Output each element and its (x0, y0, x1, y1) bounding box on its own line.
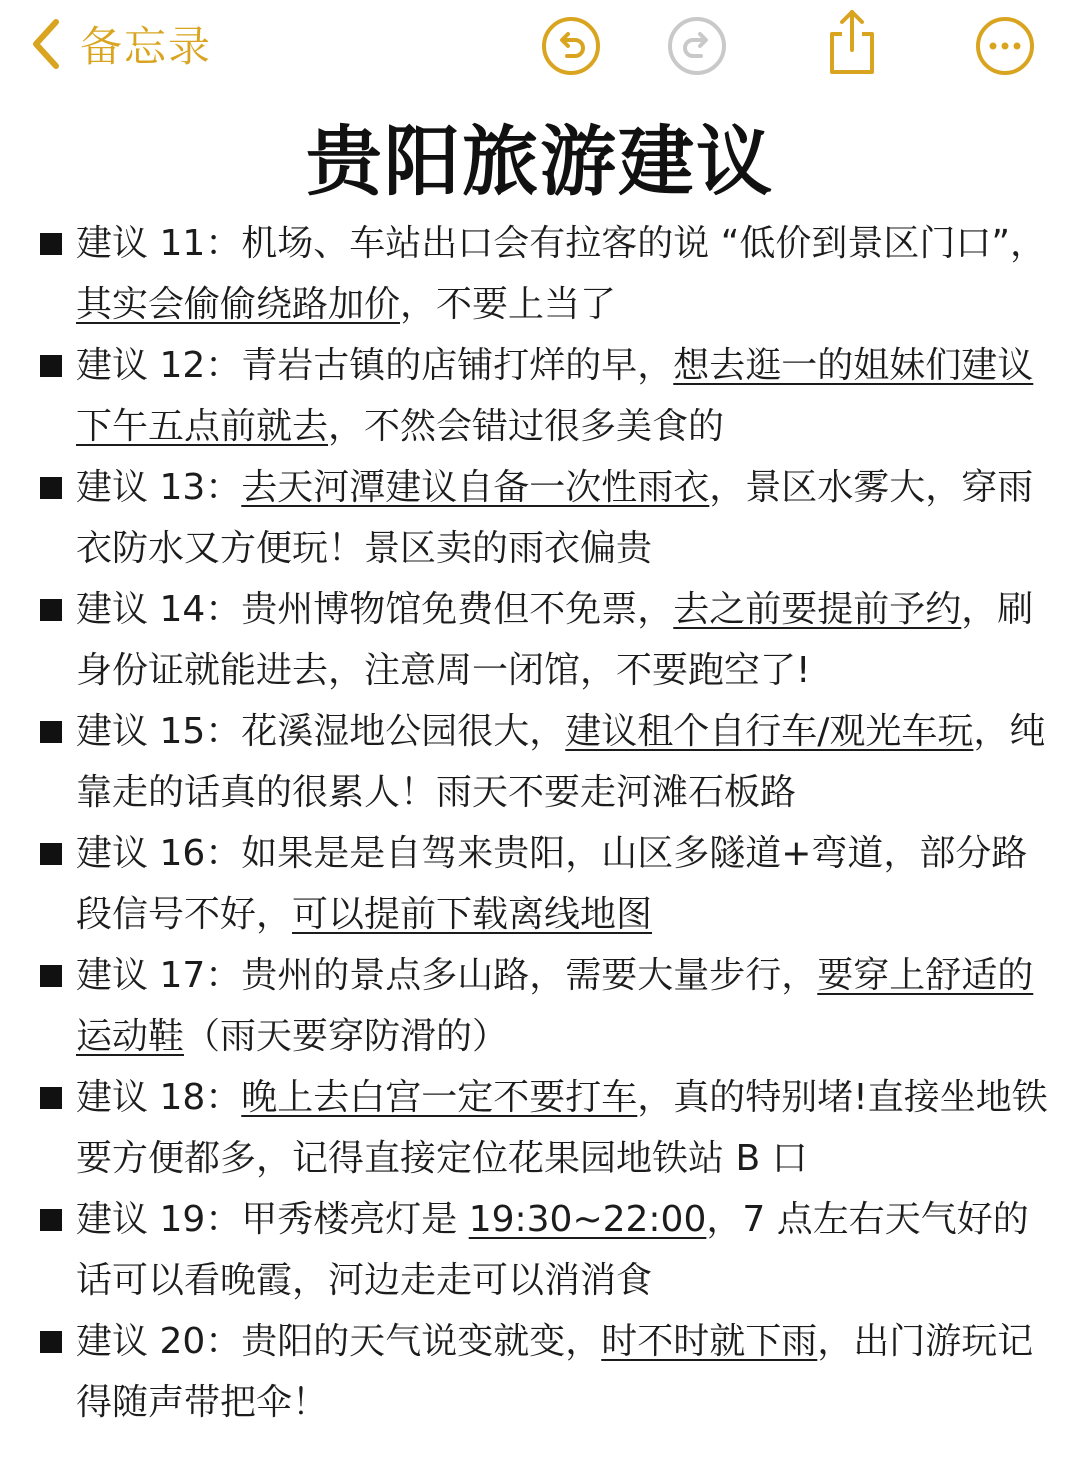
item-text: 建议 16：如果是是自驾来贵阳，山区多隧道+弯道，部分路段信号不好， (76, 833, 1028, 935)
suggestion-list (0, 213, 1080, 1433)
item-text: 建议 17：贵州的景点多山路，需要大量步行， (76, 955, 818, 996)
redo-button[interactable] (665, 14, 729, 78)
bullet-icon (40, 477, 62, 499)
note-title: 贵阳旅游建议 (306, 117, 774, 206)
list-item[interactable] (0, 335, 1080, 457)
bullet-icon (40, 721, 62, 743)
highlighted-text: 晚上去白宫一定不要打车 (241, 1077, 638, 1118)
list-item[interactable] (0, 1189, 1080, 1311)
back-label: 备忘录 (80, 22, 213, 71)
redo-icon (665, 14, 729, 78)
item-text: 建议 15：花溪湿地公园很大， (76, 711, 566, 752)
highlighted-text: 去之前要提前予约 (673, 589, 962, 630)
more-icon (973, 14, 1037, 78)
list-item[interactable] (0, 1311, 1080, 1433)
highlighted-text: 可以提前下载离线地图 (292, 894, 653, 935)
list-item[interactable] (0, 579, 1080, 701)
highlighted-text: 其实会偷偷绕路加价 (76, 284, 401, 325)
bullet-icon (40, 355, 62, 377)
highlighted-text: 要穿上舒适的运动鞋 (76, 955, 1034, 1057)
highlighted-text: 19:30~22:00 (468, 1199, 707, 1240)
item-text: ，7 点左右天气好的话可以看晚霞，河边走走可以消消食 (76, 1199, 1029, 1301)
undo-button[interactable] (539, 14, 603, 78)
highlighted-text: 建议租个自行车/观光车玩 (565, 711, 974, 752)
bullet-icon (40, 233, 62, 255)
chevron-left-icon (28, 16, 62, 72)
highlighted-text: 时不时就下雨 (601, 1321, 818, 1362)
item-text: ，刷身份证就能进去，注意周一闭馆，不要跑空了! (76, 589, 1034, 691)
item-text: 建议 20：贵阳的天气说变就变， (76, 1321, 602, 1362)
navigation-bar (0, 0, 1080, 90)
bullet-icon (40, 1209, 62, 1231)
item-text: （雨天要穿防滑的） (184, 1016, 509, 1057)
bullet-icon (40, 1087, 62, 1109)
list-item[interactable] (0, 457, 1080, 579)
item-text: 建议 19：甲秀楼亮灯是 (76, 1199, 469, 1240)
list-item[interactable] (0, 701, 1080, 823)
item-text: ，纯靠走的话真的很累人！雨天不要走河滩石板路 (76, 711, 1046, 813)
item-text: ，不然会错过很多美食的 (328, 406, 725, 447)
item-text: 建议 14：贵州博物馆免费但不免票， (76, 589, 674, 630)
item-text: ，真的特别堵!直接坐地铁要方便都多，记得直接定位花果园地铁站 B 口 (76, 1077, 1048, 1179)
more-button[interactable] (973, 14, 1037, 78)
list-item[interactable] (0, 945, 1080, 1067)
back-button[interactable] (28, 12, 212, 76)
item-text: ，不要上当了 (400, 284, 617, 325)
highlighted-text: 想去逛一的姐妹们建议下午五点前就去 (76, 345, 1034, 447)
item-text: 建议 11：机场、车站出口会有拉客的说 “低价到景区门口”， (76, 223, 1046, 264)
bullet-icon (40, 965, 62, 987)
share-icon (820, 6, 884, 78)
bullet-icon (40, 1331, 62, 1353)
list-item[interactable] (0, 823, 1080, 945)
bullet-icon (40, 599, 62, 621)
share-button[interactable] (820, 6, 884, 70)
list-item[interactable] (0, 213, 1080, 335)
item-text: ，出门游玩记得随声带把伞！ (76, 1321, 1034, 1423)
item-text: 建议 12：青岩古镇的店铺打烊的早， (76, 345, 674, 386)
highlighted-text: 去天河潭建议自备一次性雨衣 (241, 467, 710, 508)
list-item[interactable] (0, 1067, 1080, 1189)
item-text: 建议 13： (76, 467, 242, 508)
undo-icon (539, 14, 603, 78)
bullet-icon (40, 843, 62, 865)
item-text: ，景区水雾大，穿雨衣防水又方便玩！景区卖的雨衣偏贵 (76, 467, 1034, 569)
item-text: 建议 18： (76, 1077, 242, 1118)
